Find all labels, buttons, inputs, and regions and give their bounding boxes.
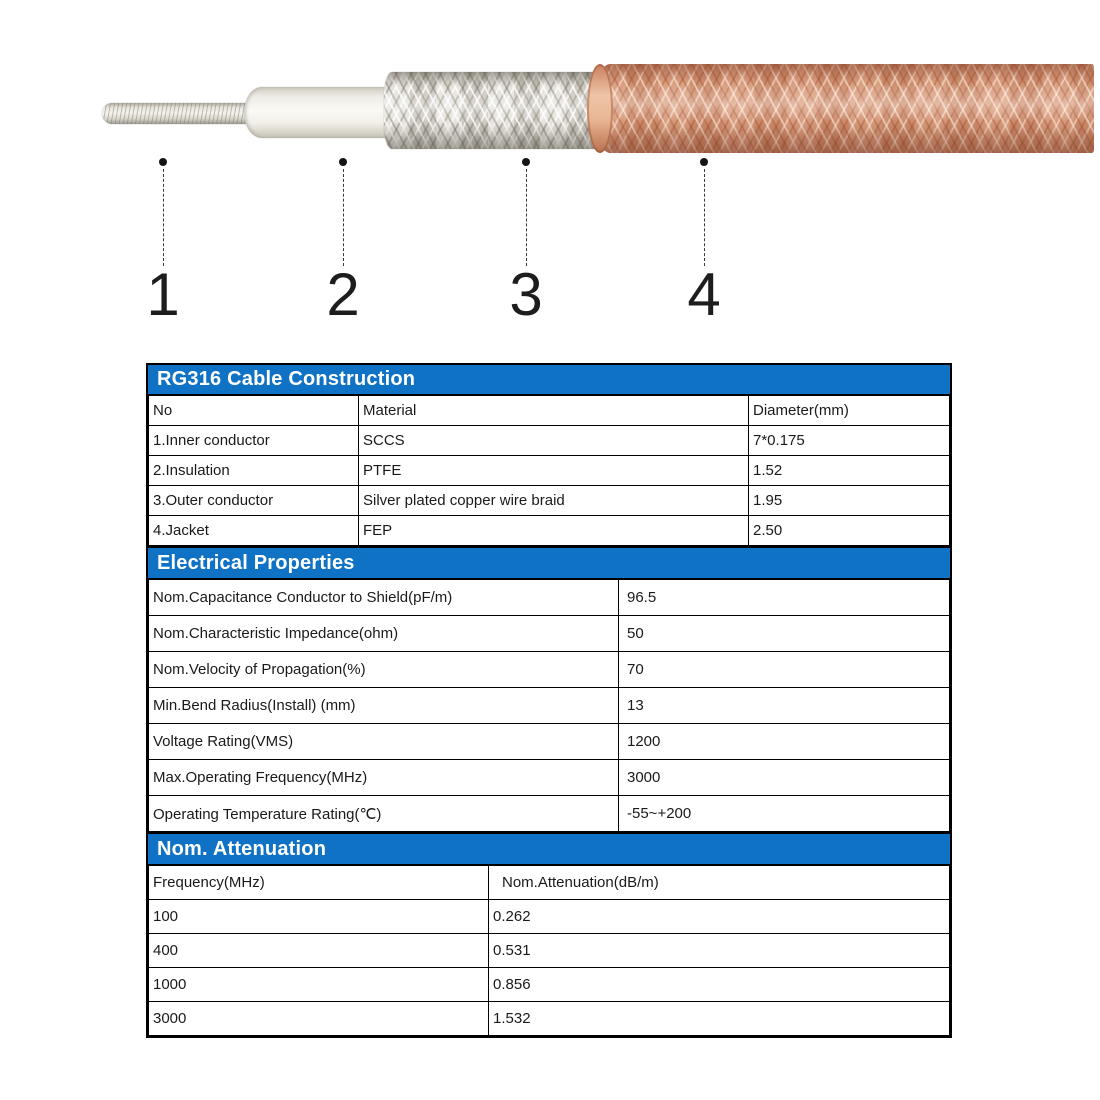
callout-dashed-line bbox=[163, 169, 164, 266]
callout-dot-icon bbox=[522, 158, 530, 166]
table-row-bend-radius bbox=[149, 688, 950, 724]
attenuation-header-row bbox=[149, 866, 950, 900]
section-title-construction: RG316 Cable Construction bbox=[148, 365, 950, 395]
frequency-cell: 100 bbox=[149, 900, 489, 934]
table-row-jacket bbox=[149, 516, 950, 546]
value-cell: 13 bbox=[619, 688, 950, 724]
callout-number: 3 bbox=[509, 261, 543, 328]
callout-number: 1 bbox=[146, 261, 180, 328]
property-cell: Nom.Velocity of Propagation(%) bbox=[149, 652, 619, 688]
jacket-braid-image bbox=[594, 64, 1094, 153]
callout-dashed-line bbox=[704, 169, 705, 266]
frequency-cell: 1000 bbox=[149, 968, 489, 1002]
material-cell: SCCS bbox=[359, 426, 749, 456]
frequency-cell: 400 bbox=[149, 934, 489, 968]
diameter-cell: 1.95 bbox=[749, 486, 950, 516]
frequency-cell: 3000 bbox=[149, 1002, 489, 1036]
outer-conductor-braid-image bbox=[384, 72, 600, 149]
callout-dashed-line bbox=[526, 169, 527, 266]
spec-tables bbox=[146, 363, 952, 1038]
table-row-400mhz bbox=[149, 934, 950, 968]
property-cell: Max.Operating Frequency(MHz) bbox=[149, 760, 619, 796]
part-cell: 1.Inner conductor bbox=[149, 426, 359, 456]
table-row-max-frequency bbox=[149, 760, 950, 796]
callout-dot-icon bbox=[339, 158, 347, 166]
electrical-properties-table bbox=[148, 579, 950, 832]
value-cell: 70 bbox=[619, 652, 950, 688]
section-title-attenuation: Nom. Attenuation bbox=[148, 832, 950, 865]
attenuation-cell: 0.531 bbox=[489, 934, 950, 968]
section-title-electrical: Electrical Properties bbox=[148, 546, 950, 579]
table-row-insulation bbox=[149, 456, 950, 486]
construction-header-row bbox=[149, 396, 950, 426]
callout-dot-icon bbox=[159, 158, 167, 166]
diameter-cell: 2.50 bbox=[749, 516, 950, 546]
part-cell: 3.Outer conductor bbox=[149, 486, 359, 516]
value-cell: 96.5 bbox=[619, 580, 950, 616]
table-row-3000mhz bbox=[149, 1002, 950, 1036]
table-row-voltage bbox=[149, 724, 950, 760]
col-header-frequency: Frequency(MHz) bbox=[149, 866, 489, 900]
cable-cutaway-figure bbox=[0, 0, 1100, 330]
part-cell: 2.Insulation bbox=[149, 456, 359, 486]
material-cell: FEP bbox=[359, 516, 749, 546]
material-cell: PTFE bbox=[359, 456, 749, 486]
inner-conductor-image bbox=[102, 103, 258, 124]
property-cell: Voltage Rating(VMS) bbox=[149, 724, 619, 760]
property-cell: Nom.Capacitance Conductor to Shield(pF/m) bbox=[149, 580, 619, 616]
table-row-temperature bbox=[149, 796, 950, 832]
col-header-diameter: Diameter(mm) bbox=[749, 396, 950, 426]
material-cell: Silver plated copper wire braid bbox=[359, 486, 749, 516]
value-cell: 50 bbox=[619, 616, 950, 652]
callout-number: 2 bbox=[326, 261, 360, 328]
value-cell: -55~+200 bbox=[619, 796, 950, 832]
col-header-material: Material bbox=[359, 396, 749, 426]
attenuation-cell: 0.262 bbox=[489, 900, 950, 934]
construction-table bbox=[148, 395, 950, 546]
property-cell: Min.Bend Radius(Install) (mm) bbox=[149, 688, 619, 724]
attenuation-table bbox=[148, 865, 950, 1036]
table-row-inner-conductor bbox=[149, 426, 950, 456]
callout-dot-icon bbox=[700, 158, 708, 166]
table-row-impedance bbox=[149, 616, 950, 652]
table-row-capacitance bbox=[149, 580, 950, 616]
col-header-attenuation: Nom.Attenuation(dB/m) bbox=[489, 866, 950, 900]
property-cell: Operating Temperature Rating(℃) bbox=[149, 796, 619, 832]
insulation-image bbox=[244, 87, 389, 138]
property-cell: Nom.Characteristic Impedance(ohm) bbox=[149, 616, 619, 652]
table-row-1000mhz bbox=[149, 968, 950, 1002]
attenuation-cell: 1.532 bbox=[489, 1002, 950, 1036]
table-row-100mhz bbox=[149, 900, 950, 934]
diameter-cell: 7*0.175 bbox=[749, 426, 950, 456]
part-cell: 4.Jacket bbox=[149, 516, 359, 546]
callout-number: 4 bbox=[687, 261, 721, 328]
value-cell: 3000 bbox=[619, 760, 950, 796]
value-cell: 1200 bbox=[619, 724, 950, 760]
col-header-no: No bbox=[149, 396, 359, 426]
diameter-cell: 1.52 bbox=[749, 456, 950, 486]
jacket-cut-rim bbox=[587, 64, 613, 153]
callout-dashed-line bbox=[343, 169, 344, 266]
table-row-outer-conductor bbox=[149, 486, 950, 516]
table-row-velocity bbox=[149, 652, 950, 688]
attenuation-cell: 0.856 bbox=[489, 968, 950, 1002]
